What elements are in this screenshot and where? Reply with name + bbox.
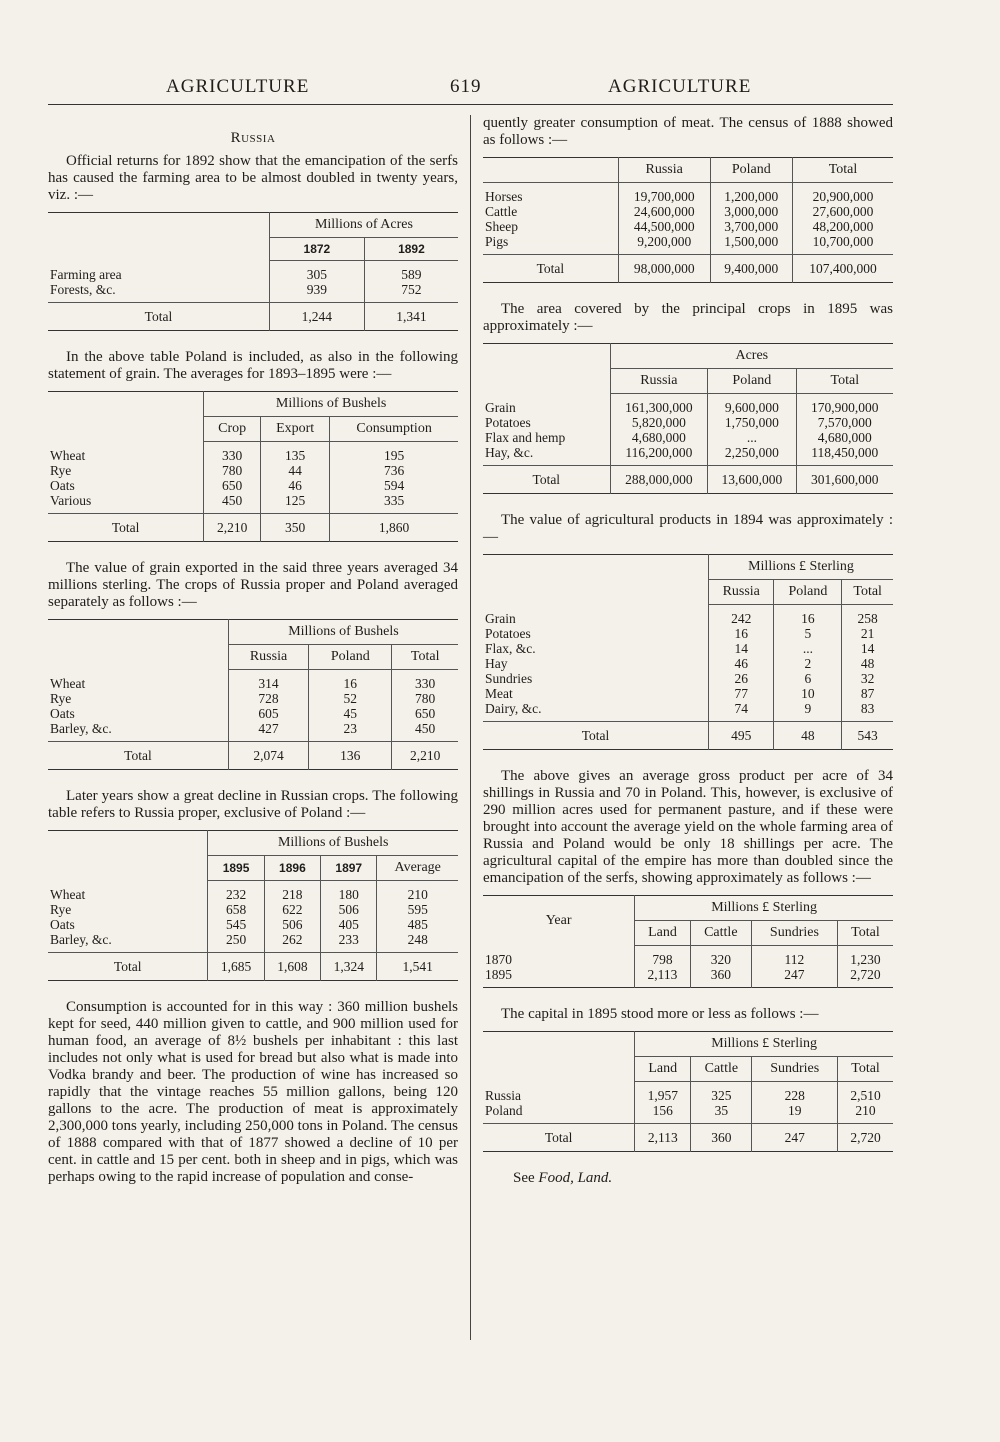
table-row — [48, 282, 458, 303]
cell: 605 — [228, 706, 308, 721]
cell: 798 — [635, 946, 691, 968]
table-row — [48, 706, 458, 721]
column-header: Crop — [204, 417, 261, 442]
cell: 1,541 — [377, 953, 458, 981]
cell: 21 — [842, 626, 893, 641]
row-label: Potatoes — [485, 626, 531, 641]
cell: 14 — [842, 641, 893, 656]
cell: 1,750,000 — [708, 415, 796, 430]
row-label: Dairy, &c. — [485, 701, 542, 716]
row-label: Hay, &c. — [485, 445, 534, 460]
cell: 485 — [377, 917, 458, 932]
table-row — [483, 415, 893, 430]
total-row — [48, 742, 458, 770]
table-capital-by-year — [483, 895, 893, 988]
cell: 495 — [709, 722, 774, 750]
cell: 87 — [842, 686, 893, 701]
cell: 16 — [709, 626, 774, 641]
column-header: Average — [377, 856, 458, 881]
cell: 98,000,000 — [618, 255, 710, 283]
row-label: Grain — [485, 610, 516, 626]
total-row — [48, 514, 458, 542]
cell: 3,000,000 — [710, 204, 792, 219]
column-header: Export — [261, 417, 330, 442]
cell: 233 — [321, 932, 377, 953]
cell: 2 — [774, 656, 842, 671]
cell: 247 — [751, 967, 837, 988]
cell: 242 — [709, 605, 774, 627]
cell: ... — [774, 641, 842, 656]
cell: 46 — [261, 478, 330, 493]
cell: 506 — [321, 902, 377, 917]
cell: 450 — [204, 493, 261, 514]
cell: 2,210 — [392, 742, 458, 770]
cell: 360 — [690, 967, 751, 988]
column-header: Total — [838, 1057, 893, 1082]
row-label: Oats — [50, 706, 75, 721]
table-russia-proper-crops — [48, 830, 458, 981]
cell: 19,700,000 — [618, 183, 710, 205]
cell: 10,700,000 — [792, 234, 893, 255]
paragraph: The above gives an average gross product per acre of 34 shillings in Russia and 70 in Poland. This, however, is exclusive of 290 million acres used for permanent pasture, and if these were brought into account the average yield on the whole farming area of Russia and Poland would be only 18 shillings per acre. The agricultural capital of the empire has more than doubled since the emancipation of the serfs, showing approximately as follows :— — [483, 768, 893, 886]
paragraph: The capital in 1895 stood more or less as follows :— — [501, 1006, 819, 1022]
paragraph: Later years show a great decline in Russian crops. The following table refers to Russia proper, exclusive of Poland :— — [48, 788, 458, 821]
table-russia-poland-crops — [48, 619, 458, 770]
column-header: Land — [635, 921, 691, 946]
cell: 2,113 — [635, 967, 691, 988]
column-header: Total — [796, 369, 893, 394]
row-label: Rye — [50, 691, 72, 706]
cell: 135 — [261, 442, 330, 464]
cell: 52 — [309, 691, 392, 706]
cell: 650 — [204, 478, 261, 493]
column-header: Poland — [708, 369, 796, 394]
column-header: Russia — [709, 580, 774, 605]
table-row — [483, 204, 893, 219]
table-product-values — [483, 554, 893, 750]
cell: 14 — [709, 641, 774, 656]
row-label: Farming area — [50, 266, 122, 282]
row-label: Forests, &c. — [50, 282, 116, 297]
cell: 116,200,000 — [610, 445, 708, 466]
cell: 314 — [228, 670, 308, 692]
row-label: Hay — [485, 656, 508, 671]
cell: 48 — [774, 722, 842, 750]
cell: 44 — [261, 463, 330, 478]
cell: 1,608 — [264, 953, 320, 981]
cell: 32 — [842, 671, 893, 686]
table-row — [483, 626, 893, 641]
table-group-header: Millions £ Sterling — [635, 896, 893, 921]
table-row — [48, 442, 458, 464]
cell: 107,400,000 — [792, 255, 893, 283]
cell: 1,324 — [321, 953, 377, 981]
row-label: Barley, &c. — [50, 721, 112, 736]
cell: 335 — [330, 493, 458, 514]
cell: 736 — [330, 463, 458, 478]
cell: 288,000,000 — [610, 466, 708, 494]
row-label: Pigs — [485, 234, 509, 249]
cell: 4,680,000 — [796, 430, 893, 445]
total-label: Total — [48, 303, 269, 331]
column-header: Sundries — [751, 921, 837, 946]
cell: 1,500,000 — [710, 234, 792, 255]
table-row — [483, 686, 893, 701]
cell: 1,244 — [269, 303, 364, 331]
row-label: Cattle — [485, 204, 518, 219]
table-row — [483, 701, 893, 722]
cell: 250 — [208, 932, 264, 953]
cell: 13,600,000 — [708, 466, 796, 494]
cell: 46 — [709, 656, 774, 671]
section-title: Russia — [230, 130, 276, 146]
row-label: Wheat — [50, 675, 86, 691]
cell: 228 — [752, 1082, 838, 1104]
row-label: Wheat — [50, 447, 86, 463]
cell: 543 — [842, 722, 893, 750]
cell: 4,680,000 — [610, 430, 708, 445]
column-header: Consumption — [330, 417, 458, 442]
cell: 258 — [842, 605, 893, 627]
total-label: Total — [483, 1124, 635, 1152]
paragraph: Official returns for 1892 show that the emancipation of the serfs has caused the farming area to be almost doubled in twenty years, viz. :— — [48, 153, 458, 203]
cell: 325 — [691, 1082, 752, 1104]
cell: 195 — [330, 442, 458, 464]
cell: 161,300,000 — [610, 394, 708, 416]
cell: 26 — [709, 671, 774, 686]
total-label: Total — [483, 255, 618, 283]
row-label: Flax, &c. — [485, 641, 536, 656]
row-label: Meat — [485, 686, 513, 701]
cell: 939 — [269, 282, 364, 303]
table-row — [483, 430, 893, 445]
table-row — [48, 493, 458, 514]
table-row — [483, 967, 893, 988]
stub-header: Year — [545, 912, 572, 928]
total-label: Total — [48, 953, 208, 981]
row-label: Sheep — [485, 219, 518, 234]
table-row — [48, 463, 458, 478]
table-group-header: Millions of Bushels — [228, 620, 458, 645]
cell: 780 — [392, 691, 458, 706]
cell: 3,700,000 — [710, 219, 792, 234]
cell: 7,570,000 — [796, 415, 893, 430]
paragraph: The value of agricultural products in 1894 was approximately :— — [483, 512, 893, 545]
table-row — [48, 881, 458, 903]
cell: 2,510 — [838, 1082, 893, 1104]
cell: 2,720 — [838, 1124, 893, 1152]
cell: 320 — [690, 946, 751, 968]
table-row — [483, 394, 893, 416]
cell: 506 — [264, 917, 320, 932]
cell: 1,200,000 — [710, 183, 792, 205]
cell: 48,200,000 — [792, 219, 893, 234]
cell: 450 — [392, 721, 458, 742]
cell: 305 — [269, 261, 364, 283]
total-label: Total — [483, 722, 709, 750]
row-label: 1895 — [485, 967, 512, 982]
row-label: Various — [50, 493, 92, 508]
column-header: Poland — [710, 158, 792, 183]
page-number: 619 — [450, 76, 482, 97]
see-also — [483, 1170, 893, 1187]
total-row — [483, 1124, 893, 1152]
cell: 5,820,000 — [610, 415, 708, 430]
see-also-prefix: See — [513, 1170, 535, 1186]
cell: 74 — [709, 701, 774, 722]
total-row — [48, 303, 458, 331]
row-label: 1870 — [485, 951, 512, 967]
table-grain-averages — [48, 391, 458, 542]
table-row — [483, 641, 893, 656]
cell: 9,400,000 — [710, 255, 792, 283]
row-label: Wheat — [50, 886, 86, 902]
column-header: Total — [837, 921, 893, 946]
cell: 170,900,000 — [796, 394, 893, 416]
cell: 5 — [774, 626, 842, 641]
column-header: Total — [842, 580, 893, 605]
column-header: Cattle — [690, 921, 751, 946]
cell: 405 — [321, 917, 377, 932]
row-label: Poland — [485, 1103, 523, 1118]
cell: 2,210 — [204, 514, 261, 542]
cell: 10 — [774, 686, 842, 701]
table-crop-area — [483, 343, 893, 494]
column-header: Russia — [610, 369, 708, 394]
running-head-right: AGRICULTURE — [608, 76, 752, 97]
cell: 1,230 — [837, 946, 893, 968]
column-header: 1892 — [364, 238, 458, 261]
cell: 45 — [309, 706, 392, 721]
table-row — [483, 219, 893, 234]
cell: 545 — [208, 917, 264, 932]
row-label: Flax and hemp — [485, 430, 566, 445]
cell: 350 — [261, 514, 330, 542]
row-label: Horses — [485, 189, 523, 204]
cell: 595 — [377, 902, 458, 917]
cell: 1,341 — [364, 303, 458, 331]
cell: 1,860 — [330, 514, 458, 542]
right-column — [483, 115, 893, 1187]
cell: 35 — [691, 1103, 752, 1124]
cell: 658 — [208, 902, 264, 917]
row-label: Potatoes — [485, 415, 531, 430]
cell: 330 — [392, 670, 458, 692]
table-row — [48, 261, 458, 283]
table-row — [483, 1103, 893, 1124]
cell: 44,500,000 — [618, 219, 710, 234]
cell: 27,600,000 — [792, 204, 893, 219]
row-label: Sundries — [485, 671, 533, 686]
cell: 210 — [377, 881, 458, 903]
cell: 301,600,000 — [796, 466, 893, 494]
cell: 232 — [208, 881, 264, 903]
cell: 2,250,000 — [708, 445, 796, 466]
column-header: Russia — [228, 645, 308, 670]
left-column — [48, 115, 458, 1192]
cell: 594 — [330, 478, 458, 493]
cell: 24,600,000 — [618, 204, 710, 219]
cell: 218 — [264, 881, 320, 903]
column-header: 1895 — [208, 856, 264, 881]
row-label: Oats — [50, 478, 75, 493]
cell: 728 — [228, 691, 308, 706]
cell: 2,720 — [837, 967, 893, 988]
table-row — [483, 671, 893, 686]
cell: 9,200,000 — [618, 234, 710, 255]
cell: 9 — [774, 701, 842, 722]
column-header: Land — [635, 1057, 691, 1082]
column-header: Total — [392, 645, 458, 670]
cell: 752 — [364, 282, 458, 303]
cell: 262 — [264, 932, 320, 953]
table-row — [483, 183, 893, 205]
cell: 20,900,000 — [792, 183, 893, 205]
cell: 136 — [309, 742, 392, 770]
cell: 780 — [204, 463, 261, 478]
paragraph: Consumption is accounted for in this way : 360 million bushels kept for seed, 440 million given to cattle, and 900 million used for human food, an average of 8½ bushels per inhabitant : this last includes not only what is used for bread but also what is made into Vodka brandy and beer. The production of wine has increased so rapidly that the vintage reaches 55 million gallons, being 120 gallons to the acre. The production of meat is approximately 2,300,000 tons yearly, including 250,000 tons in Poland. The census of 1888 compared with that of 1877 showed a decline of 10 per cent. in cattle and 15 per cent. both in sheep and in pigs, which was perhaps owing to the rapid increase of population and conse- — [48, 999, 458, 1185]
table-row — [48, 478, 458, 493]
table-row — [483, 445, 893, 466]
cell: 83 — [842, 701, 893, 722]
cell: 2,074 — [228, 742, 308, 770]
table-group-header: Millions of Bushels — [208, 831, 458, 856]
row-label: Oats — [50, 917, 75, 932]
column-header: Total — [792, 158, 893, 183]
cell: 247 — [752, 1124, 838, 1152]
table-row — [48, 691, 458, 706]
table-livestock-census — [483, 157, 893, 283]
total-row — [483, 722, 893, 750]
cell: 16 — [774, 605, 842, 627]
column-header: 1872 — [269, 238, 364, 261]
paragraph: The value of grain exported in the said three years averaged 34 millions sterling. The crops of Russia proper and Poland averaged separately as follows :— — [48, 560, 458, 610]
cell: 330 — [204, 442, 261, 464]
cell: ... — [708, 430, 796, 445]
cell: 650 — [392, 706, 458, 721]
row-label: Rye — [50, 902, 72, 917]
total-row — [483, 466, 893, 494]
column-header: 1897 — [321, 856, 377, 881]
table-group-header: Acres — [610, 344, 893, 369]
cell: 2,113 — [635, 1124, 691, 1152]
paragraph: The area covered by the principal crops in 1895 was approximately :— — [483, 301, 893, 334]
see-also-refs[interactable]: Food, Land. — [538, 1170, 613, 1186]
cell: 23 — [309, 721, 392, 742]
cell: 1,685 — [208, 953, 264, 981]
cell: 9,600,000 — [708, 394, 796, 416]
column-divider — [470, 115, 471, 1340]
paragraph: In the above table Poland is included, as also in the following statement of grain. The averages for 1893–1895 were :— — [48, 349, 458, 382]
cell: 6 — [774, 671, 842, 686]
cell: 118,450,000 — [796, 445, 893, 466]
total-row — [483, 255, 893, 283]
running-head-left: AGRICULTURE — [166, 76, 310, 97]
table-row — [48, 917, 458, 932]
cell: 48 — [842, 656, 893, 671]
column-header: Cattle — [691, 1057, 752, 1082]
column-header: Poland — [774, 580, 842, 605]
running-head — [48, 74, 893, 105]
total-row — [48, 953, 458, 981]
cell: 112 — [751, 946, 837, 968]
column-header: Russia — [618, 158, 710, 183]
column-header: 1896 — [264, 856, 320, 881]
table-group-header: Millions of Bushels — [204, 392, 458, 417]
row-label: Grain — [485, 399, 516, 415]
cell: 180 — [321, 881, 377, 903]
cell: 427 — [228, 721, 308, 742]
cell: 360 — [691, 1124, 752, 1152]
column-header: Poland — [309, 645, 392, 670]
column-header: Sundries — [752, 1057, 838, 1082]
cell: 156 — [635, 1103, 691, 1124]
table-row — [483, 234, 893, 255]
table-group-header: Millions £ Sterling — [635, 1032, 893, 1057]
row-label: Rye — [50, 463, 72, 478]
table-group-header: Millions £ Sterling — [709, 555, 894, 580]
table-farming-area — [48, 212, 458, 331]
row-label: Russia — [485, 1087, 522, 1103]
table-row — [48, 902, 458, 917]
table-row — [483, 656, 893, 671]
table-group-header: Millions of Acres — [269, 213, 458, 238]
table-row — [48, 670, 458, 692]
cell: 589 — [364, 261, 458, 283]
cell: 622 — [264, 902, 320, 917]
cell: 248 — [377, 932, 458, 953]
cell: 210 — [838, 1103, 893, 1124]
cell: 1,957 — [635, 1082, 691, 1104]
table-row — [483, 1082, 893, 1104]
table-row — [483, 605, 893, 627]
total-label: Total — [48, 742, 228, 770]
table-capital-1895 — [483, 1031, 893, 1152]
cell: 19 — [752, 1103, 838, 1124]
cell: 77 — [709, 686, 774, 701]
cell: 125 — [261, 493, 330, 514]
total-label: Total — [483, 466, 610, 494]
table-row — [483, 946, 893, 968]
total-label: Total — [48, 514, 204, 542]
table-row — [48, 932, 458, 953]
row-label: Barley, &c. — [50, 932, 112, 947]
table-row — [48, 721, 458, 742]
paragraph: quently greater consumption of meat. The census of 1888 showed as follows :— — [483, 115, 893, 148]
cell: 16 — [309, 670, 392, 692]
